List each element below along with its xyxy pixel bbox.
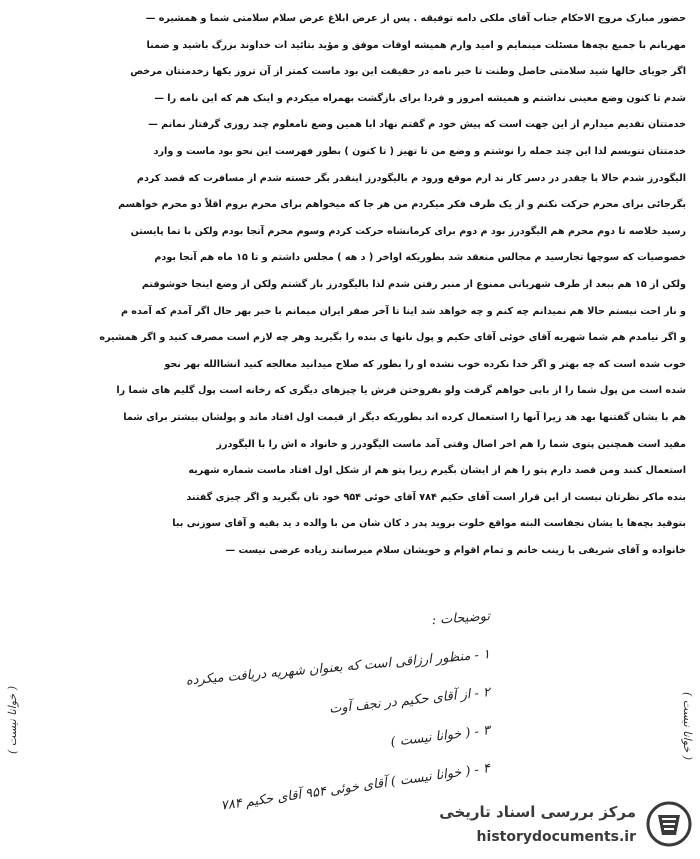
letter-line: شده است من پول شما را از بابی خواهم گرفت ولو بفروختن فرش یا چیزهای دیگری که رخانه است پول گلیم های شما را: [116, 385, 686, 397]
handwritten-line: ۴ - ( خوانا نیست ) آقای خوئی ۹۵۴ آقای حکیم ۷۸۴: [219, 761, 491, 814]
letter-line: مفید است همچنین پتوی شما را هم اخر اصال وقتی آمد ماست الیگودرز و خانواد ه اش را با الیگودرز: [216, 438, 686, 450]
letter-line: خانواده و آقای شریفی با زینب خانم و تمام اقوام و خویشان سلام میرسانند زیاده عرضی نیست —: [225, 544, 686, 556]
letter-line: رسید خلاصه تا دوم محرم هم الیگودرز بود م دوم برای کرمانشاه حرکت کردم وسوم محرم آنجا بودم ولکن با تما پایستن: [130, 225, 686, 237]
handwritten-line: توضیحات :: [431, 609, 491, 629]
handwritten-notes: [60, 598, 491, 814]
letter-line: و اگر نیامدم هم شما شهریه آقای خوئی آقای حکیم و پول نانها ی بنده را بگیرید وهر چه لازم است مصرف کنید و اگر همشیره: [99, 332, 686, 344]
letter-line: هم با یشان گفتنها بهد هد زیرا آنها را استعمال کرده اند بطوریکه دیگر از قیمت اول افتاد ماند و پولشان بیشتر برای شما: [123, 411, 686, 423]
letter-line: مهربانم با جمیع بچه‌ها مسئلت مینمایم و امید وارم همیشه اوقات موفق و مؤید بتائید ات خداوند بزرگ باشید و ضمنا: [146, 39, 686, 51]
watermark: [392, 797, 692, 855]
handwritten-line: ۲ - از آقای حکیم در نجف آوت: [328, 685, 491, 717]
letter-line: بنده ماکر نظرتان نیست از این قرار است آقای حکیم ۷۸۴ آقای خوئی ۹۵۴ خود تان بگیرید و اگر چیزی گفتند: [186, 491, 686, 503]
letter-line: استعمال کنند ومن قصد دارم پتو را هم از ایشان بگیرم زیرا پتو هم از شکل اول افتاد ماست شماره شهریه: [188, 465, 686, 477]
letter-line: بگرجائی برای محرم حرکت نکنم و از یک طرف فکر میکردم من هر جا که میخواهم برای محرم بروم اقلاً دو محرم خواهسم: [118, 199, 686, 211]
right-margin-note: ( خوانا نیست ): [681, 691, 694, 760]
handwritten-line: ۳ - ( خوانا نیست ): [389, 723, 491, 751]
letter-line: حضور مبارک مروج الاحکام جناب آقای ملکی دامه توفیقه . پس از عرض ابلاغ عرض سلام سلامتی شما و همشیره —: [145, 13, 686, 24]
letter-line: و نار احت نیستم حالا هم نمیدانم چه کنم و چه خواهد شد اینا تا آخر صفر ایران میمانم با خبر بهر حال اگر آمدم که آمده م: [120, 305, 686, 317]
handwritten-line: ۱ - منظور ارزاقی است که بعنوان شهریه دریافت میکرده: [185, 647, 491, 689]
letter-line: اگر جویای حالها شید سلامتی حاصل وطنت تا خبر نامه در حقیقت این بود ماست کمتر از آن تروز یکها زخدمتتان مرخص: [130, 66, 686, 78]
watermark-url: historydocuments.ir: [476, 829, 636, 845]
letter-body: [36, 6, 686, 564]
letter-line: خدمتتان تقدیم میدارم از این جهت است که پیش خود م گفتم نهاد ابا همین وضع نامعلوم چند روزی گرفتار نمانم —: [148, 119, 686, 131]
letter-line: خدمتتان تنویسم لذا این چند جمله را نوشتم و وضع من تا تهیز ( تا کنون ) بطور فهرست این نحو بود ماست و وارد: [153, 145, 686, 157]
letter-line: بتوقید بچه‌ها یا یشان نجفاست البته مواقع خلوت بروید پدر د کان شان من با والده د ید بقیه و آقای سوزنی ببا: [172, 518, 686, 530]
letter-line: خصوصیات که سوچها تجارسید م مجالس منعقد شد بطوریکه اواخر ( د هه ) مجلس داشتم و تا ۱۵ ماه هم آنجا بودم: [154, 252, 686, 264]
letter-line: ولکن از ۱۵ هم ببعد از طرف شهربانی ممنوع از منبر رفتن شدم لذا بالیگودرز باز گشتم ولکن از وضع اینجا خوشوقتم: [141, 278, 686, 290]
letter-line: الیگودرز شدم حالا با چقدر در دسر کار ند ارم موقع ورود م بالیگودرز اینقدر بگر خسته شدم از مسافرت که قصد کردم: [136, 172, 686, 184]
watermark-title: مرکز بررسی اسناد تاریخی: [439, 803, 636, 821]
archive-logo-icon: [646, 801, 692, 847]
letter-line: شدم تا کنون وضع معینی نداشتم و همیشه امروز و فردا برای بازگشت بهمراه میکردم و اینک هم که این نامه را —: [154, 92, 686, 104]
letter-line: خوب شده است که چه بهتر و اگر خدا نکرده خوب نشده او را بطور که صلاح میدانید معالجه کنید انشاالله بهر نحو: [164, 358, 686, 370]
left-margin-note: ( خوانا نیست ): [6, 686, 19, 755]
